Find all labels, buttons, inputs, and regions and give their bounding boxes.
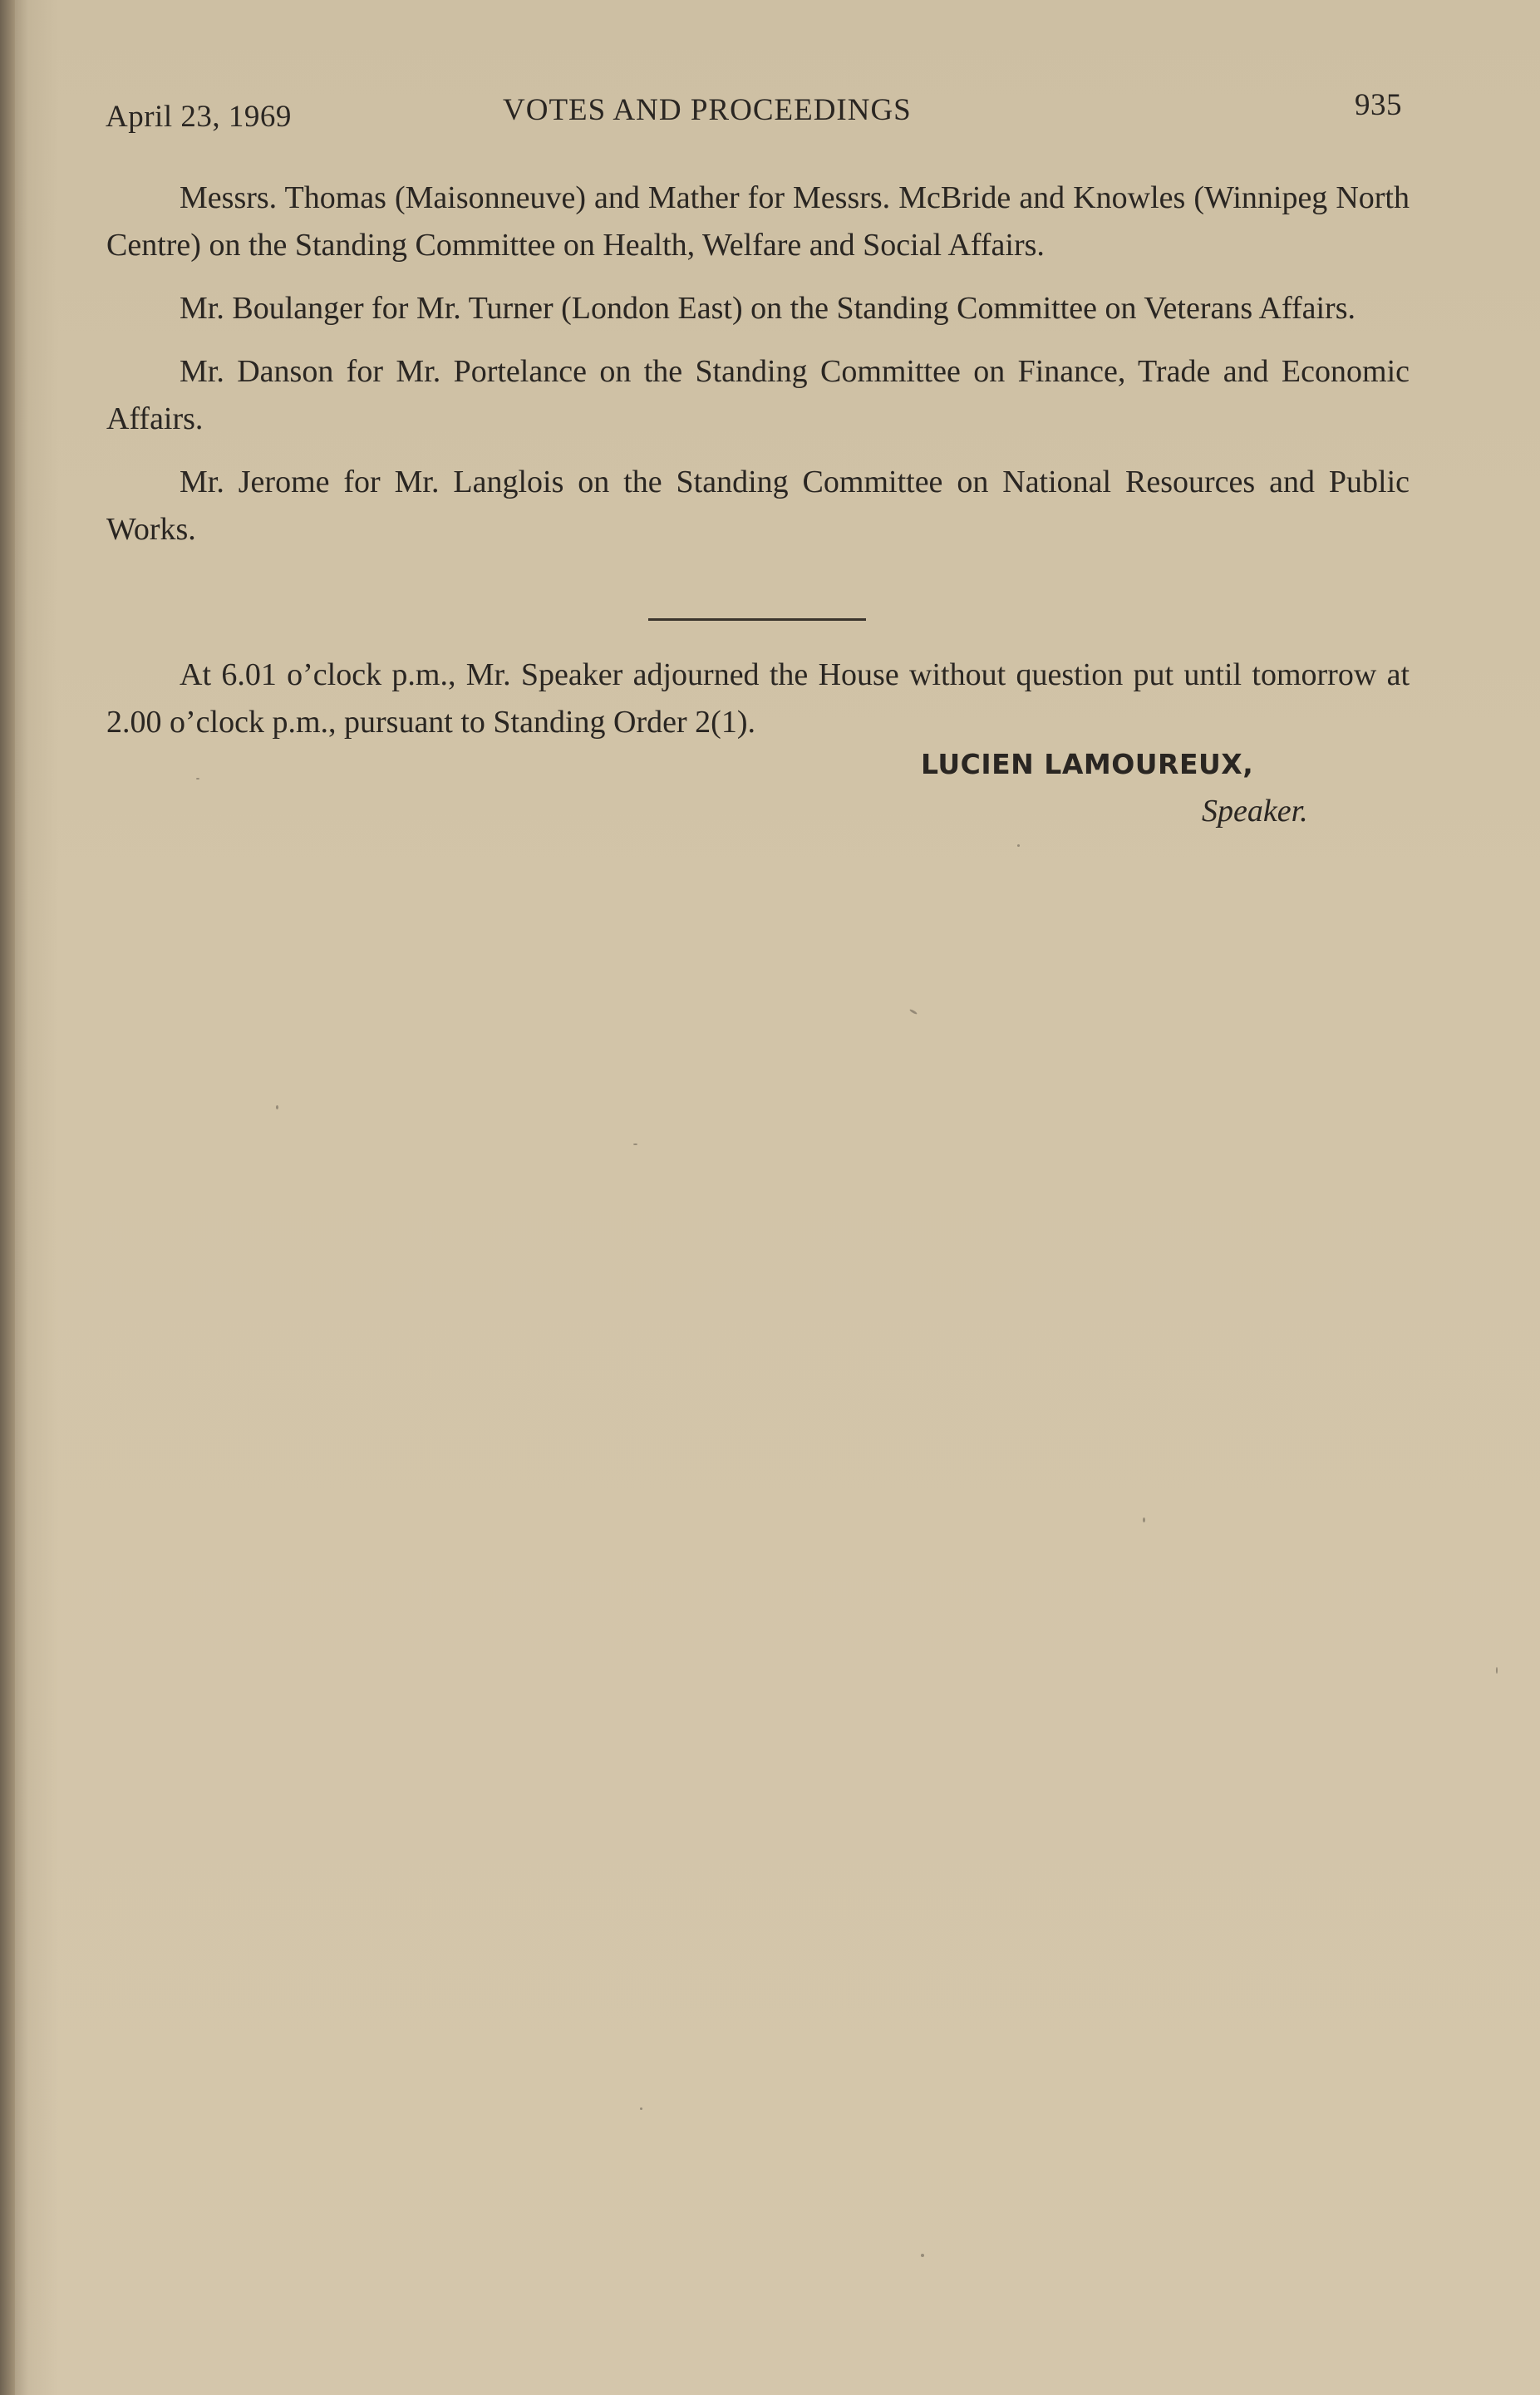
paragraph-finance-committee: Mr. Danson for Mr. Portelance on the Standing Committee on Finance, Trade and Economic Affairs. xyxy=(106,354,1410,436)
paper-speck xyxy=(640,2107,642,2110)
page-header xyxy=(106,87,1402,137)
speaker-name: LUCIEN LAMOUREUX, xyxy=(921,748,1254,780)
paper-speck xyxy=(276,1105,278,1109)
paragraph-health-committee: Messrs. Thomas (Maisonneuve) and Mather for Messrs. McBride and Knowles (Winnipeg North Centre) on the Standing Committee on Health, Welfare and Social Affairs. xyxy=(106,180,1410,263)
section-divider xyxy=(648,618,866,621)
paper-speck xyxy=(196,778,199,779)
speaker-title: Speaker. xyxy=(1202,794,1308,829)
paper-speck xyxy=(1017,844,1020,847)
paragraph-veterans-committee: Mr. Boulanger for Mr. Turner (London East) on the Standing Committee on Veterans Affairs. xyxy=(180,291,1355,326)
paper-speck xyxy=(1143,1517,1145,1522)
header-date: April 23, 1969 xyxy=(106,100,292,134)
page-number: 935 xyxy=(1355,88,1402,122)
paper-speck xyxy=(633,1143,637,1145)
paper-speck xyxy=(909,1009,918,1016)
adjournment-paragraph: At 6.01 o’clock p.m., Mr. Speaker adjourned the House without question put until tomorrow at 2.00 o’clock p.m., pursuant to Standing Order 2(1). xyxy=(106,657,1410,740)
paper-speck xyxy=(1496,1667,1498,1674)
paragraph-national-resources-committee: Mr. Jerome for Mr. Langlois on the Standing Committee on National Resources and Public Works. xyxy=(106,465,1410,547)
proceedings-body xyxy=(106,175,1410,569)
header-title: VOTES AND PROCEEDINGS xyxy=(503,93,912,127)
book-spine-shadow xyxy=(0,0,15,2395)
paper-speck xyxy=(921,2254,924,2257)
